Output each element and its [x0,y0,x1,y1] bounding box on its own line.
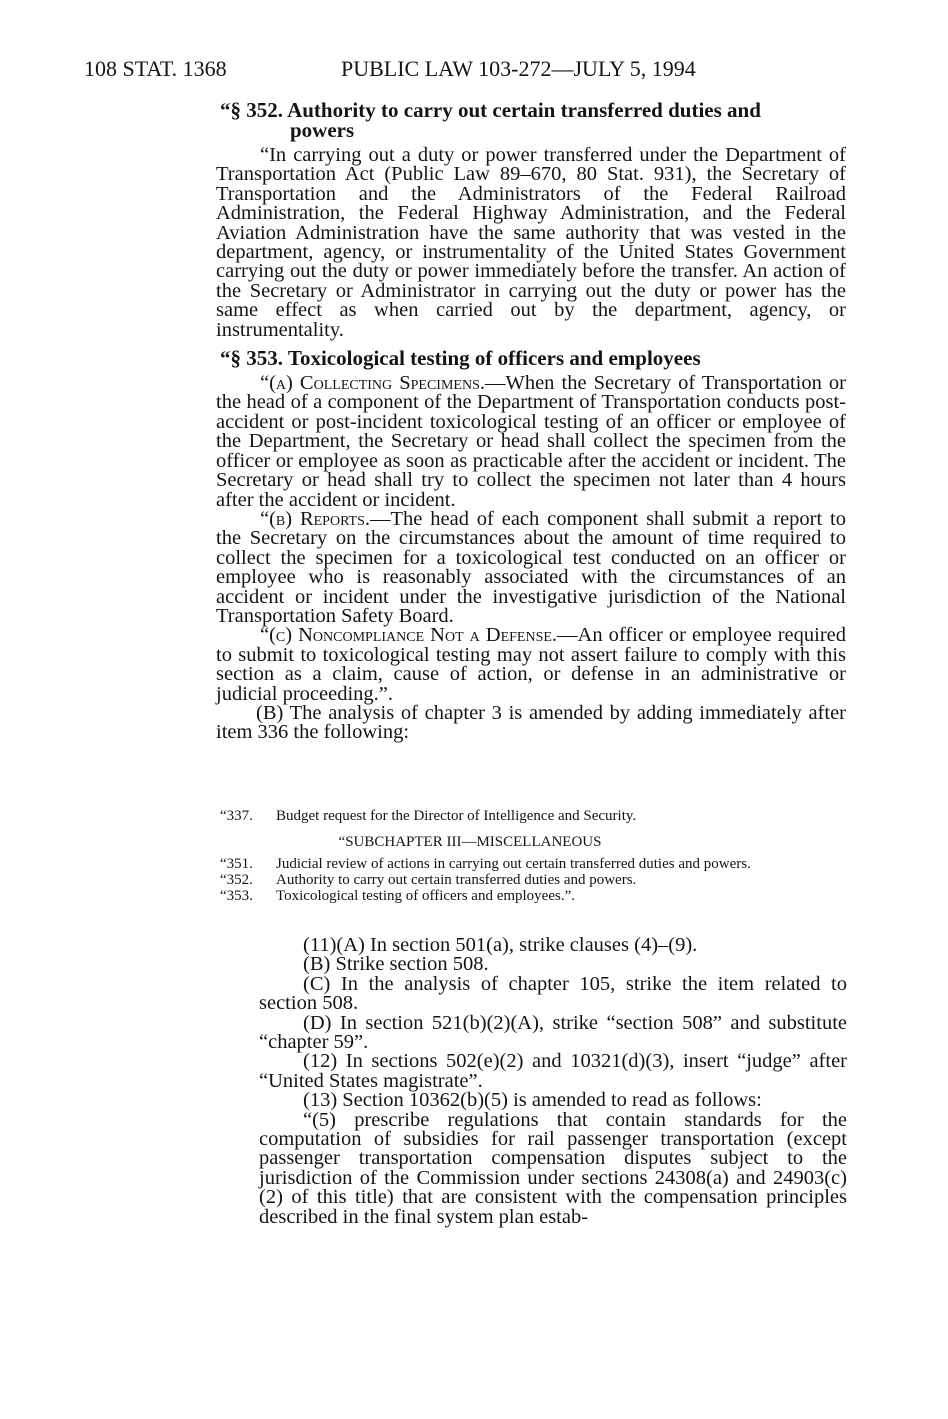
statute-body [216,100,846,743]
stat-reference: 108 STAT. 1368 [84,56,227,81]
section-352-heading [220,100,846,140]
subsection-a-text: —When the Secretary of Transportation or the head of a component of the Department of Transportation conducts post-accident or post-incident toxicological testing of an officer or employee of the Department, the Secretary or head shall collect the specimen from the officer or employee as soon as practicable after the accident or incident. The Secretary or head shall try to collect the specimen not later than 4 hours after the accident or incident. [216,372,846,511]
subsection-c-text: —An officer or employee required to submit to toxicological testing may not assert failure to comply with this section as a claim, cause of action, or defense in an administrative or judicial proceeding.”. [216,624,846,705]
section-352-text: “In carrying out a duty or power transferred under the Department of Transportation Act (Public Law 89–670, 80 Stat. 931), the Secretary of Transportation and the Administrators of the Federal Railroad Administration, the Federal Highway Administration, and the Federal Aviation Administration have the same authority that was vested in the department, agency, or instrumentality of the United States Government carrying out the duty or power immediately before the transfer. An action of the Secretary or Administrator in carrying out the duty or power has the same effect as when carried out by the department, agency, or instrumentality. [216,144,846,341]
toc-item-text: Toxicological testing of officers and employees.”. [276,888,575,904]
amendment-11b: (B) Strike section 508. [303,953,489,976]
analysis-intro: (B) The analysis of chapter 3 is amended by adding immediately after item 336 the following: [216,701,846,744]
section-353-heading: “§ 353. Toxicological testing of officers and employees [220,346,701,371]
amendment-11c: (C) In the analysis of chapter 105, strike the item related to section 508. [259,972,847,1015]
subsection-c [216,626,846,704]
section-352-heading-line1: “§ 352. Authority to carry out certain transferred duties and [220,98,761,122]
toc-item-353 [220,888,860,904]
subchapter-heading: “SUBCHAPTER III—MISCELLANEOUS [338,834,602,850]
toc-item-text: Judicial review of actions in carrying out certain transferred duties and powers. [276,856,751,872]
toc-item-351 [220,856,860,872]
toc-item-352 [220,872,860,888]
toc-item-337 [220,808,860,824]
amendment-11d: (D) In section 521(b)(2)(A), strike “section 508” and substitute “chapter 59”. [259,1011,847,1054]
subsection-b-text: —The head of each component shall submit a report to the Secretary on the circumstances about the amount of time required to collect the specimen for a toxicological test conducted on an officer or employee who is reasonably associated with the circumstances of an accident or incident under the investigative jurisdiction of the National Transportation Safety Board. [216,507,847,627]
subsection-c-label: “(c) Noncompliance Not a Defense. [260,624,558,647]
toc-item-number: “353. [220,888,253,904]
subsection-b-label: “(b) Reports. [260,507,371,530]
amendment-13-text: “(5) prescribe regulations that contain standards for the computation of subsidies for rail passenger transportation (except passenger transportation compensation disputes subject to the jurisdiction of the Commission under sections 24308(a) and 24903(c)(2) of this title) that are consistent with the compensation principles described in the final system plan estab- [259,1108,847,1228]
law-title: PUBLIC LAW 103-272—JULY 5, 1994 [341,56,696,81]
subsection-a [216,374,846,510]
subsection-a-label: “(a) Collecting Specimens. [260,372,485,395]
subsection-b [216,507,847,627]
toc-item-number: “337. [220,808,253,824]
toc-item-number: “352. [220,872,253,888]
toc-item-text: Authority to carry out certain transferred duties and powers. [276,872,637,888]
amendment-12: (12) In sections 502(e)(2) and 10321(d)(3), insert “judge” after “United States magistrate”. [259,1050,847,1092]
toc-item-text: Budget request for the Director of Intelligence and Security. [276,808,637,824]
section-352-heading-line2: powers [290,118,355,142]
toc-item-number: “351. [220,856,253,872]
chapter-analysis-table [220,808,860,904]
amendment-13: (13) Section 10362(b)(5) is amended to read as follows: [303,1089,762,1112]
amendment-11a: (11)(A) In section 501(a), strike clauses (4)–(9). [303,934,698,956]
amendments-body [259,936,847,1227]
